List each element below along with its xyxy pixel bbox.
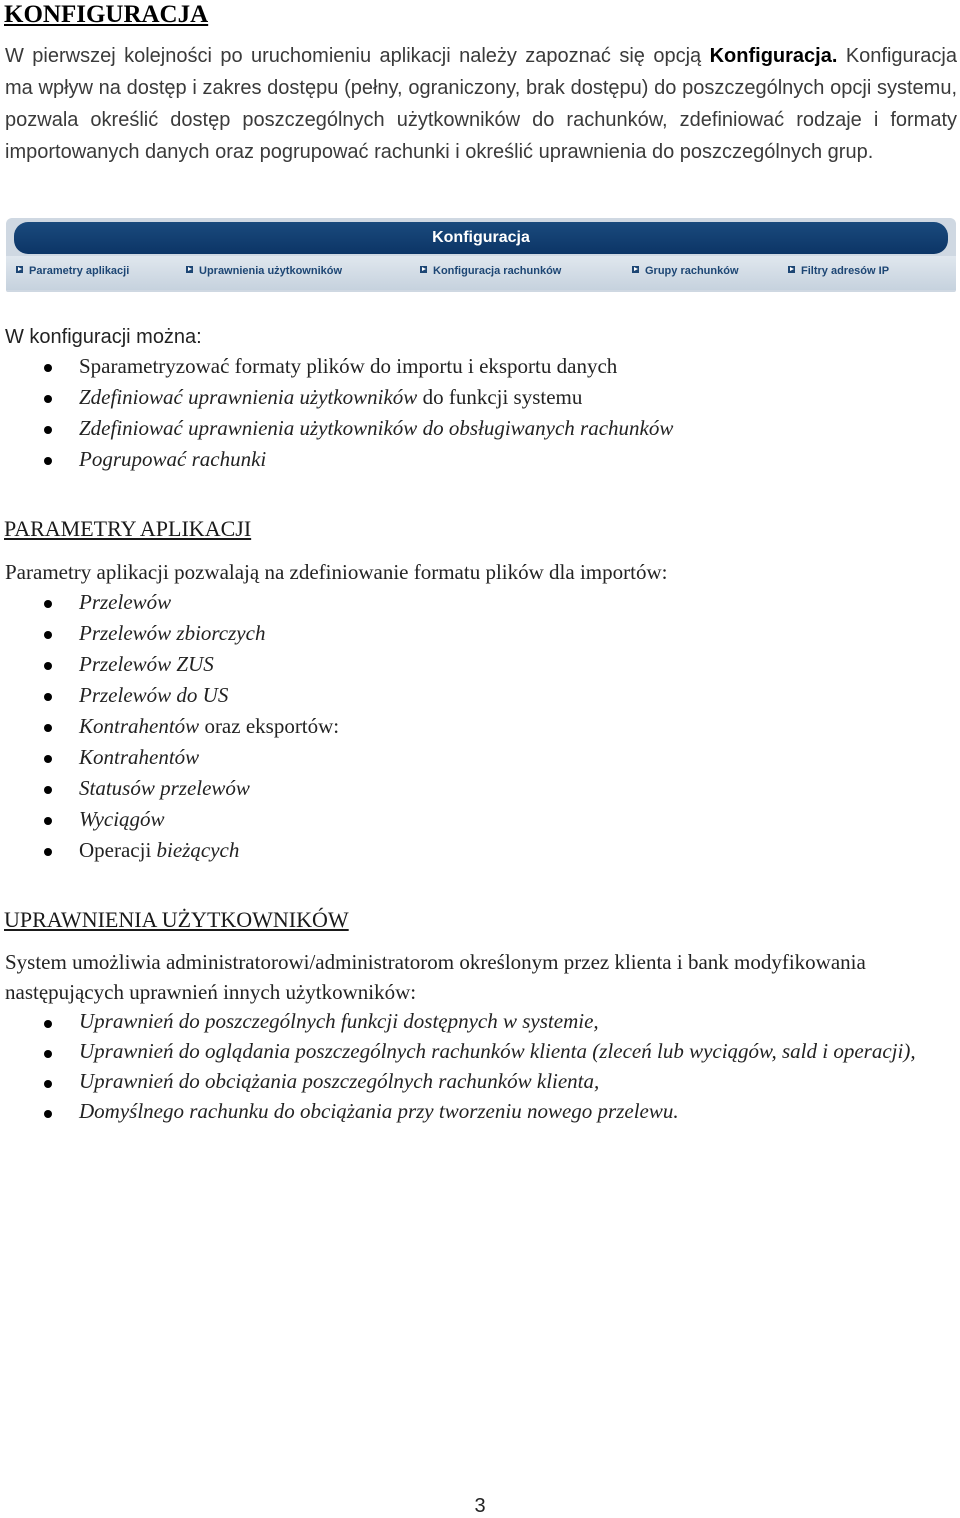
arrow-icon bbox=[788, 266, 795, 273]
list-item: Kontrahentów bbox=[0, 742, 339, 773]
configuration-navbar-screenshot bbox=[6, 218, 956, 292]
params-intro: Parametry aplikacji pozwalają na zdefiniowanie formatu plików dla importów: bbox=[5, 560, 668, 584]
intro-bold-term: Konfiguracja. bbox=[709, 45, 838, 67]
nav-item-parametry-aplikacji[interactable]: Parametry aplikacji bbox=[16, 264, 129, 278]
list-item: Statusów przelewów bbox=[0, 773, 339, 804]
nav-item-filtry-adresow-ip[interactable]: Filtry adresów IP bbox=[788, 264, 889, 278]
list-item: Przelewów do US bbox=[0, 680, 339, 711]
config-list bbox=[0, 351, 673, 475]
intro-text-rest: Konfiguracja ma wpływ na dostęp i zakres dostępu (pełny, ograniczony, brak dostępu) do poszczególnych opcji systemu, pozwala określić dostęp poszczególnych użytkowników do rachunków, zdefiniować rodzaje i formaty importowanych danych oraz pogrupować rachunki i określić uprawnienia do poszczególnych grup. bbox=[5, 45, 957, 163]
section-heading-parametry: PARAMETRY APLIKACJI bbox=[4, 516, 252, 541]
list-item: Przelewów bbox=[0, 587, 339, 618]
list-item: Uprawnień do poszczególnych funkcji dostępnych w systemie, bbox=[0, 1007, 939, 1037]
list-item: Przelewów zbiorczych bbox=[0, 618, 339, 649]
list-item: Wyciągów bbox=[0, 804, 339, 835]
page-number: 3 bbox=[474, 1495, 486, 1517]
list-item: Zdefiniować uprawnienia użytkowników do funkcji systemu bbox=[0, 382, 673, 413]
list-item: Domyślnego rachunku do obciążania przy tworzeniu nowego przelewu. bbox=[0, 1097, 939, 1127]
nav-item-grupy-rachunkow[interactable]: Grupy rachunków bbox=[632, 264, 739, 278]
intro-paragraph bbox=[5, 40, 957, 168]
users-list bbox=[0, 1007, 939, 1127]
config-intro: W konfiguracji można: bbox=[5, 326, 202, 348]
list-item: Kontrahentów oraz eksportów: bbox=[0, 711, 339, 742]
arrow-icon bbox=[16, 266, 23, 273]
users-intro: System umożliwia administratorowi/administratorom określonym przez klienta i bank modyfikowania następujących uprawnień innych użytkowników: bbox=[5, 950, 866, 1004]
list-item: Sparametryzować formaty plików do importu i eksportu danych bbox=[0, 351, 673, 382]
nav-item-uprawnienia-uzytkownikow[interactable]: Uprawnienia użytkowników bbox=[186, 264, 342, 278]
list-item: Uprawnień do oglądania poszczególnych rachunków klienta (zleceń lub wyciągów, sald i operacji), bbox=[0, 1037, 939, 1067]
arrow-icon bbox=[186, 266, 193, 273]
list-item: Operacji bieżących bbox=[0, 835, 339, 866]
list-item: Zdefiniować uprawnienia użytkowników do obsługiwanych rachunków bbox=[0, 413, 673, 444]
list-item: Uprawnień do obciążania poszczególnych rachunków klienta, bbox=[0, 1067, 939, 1097]
arrow-icon bbox=[420, 266, 427, 273]
navbar-title: Konfiguracja bbox=[432, 229, 530, 246]
intro-text-start: W pierwszej kolejności po uruchomieniu aplikacji należy zapoznać się opcją bbox=[5, 45, 710, 67]
navbar-title-bar bbox=[14, 222, 948, 254]
list-item: Przelewów ZUS bbox=[0, 649, 339, 680]
arrow-icon bbox=[632, 266, 639, 273]
params-list bbox=[0, 587, 339, 866]
page-heading: KONFIGURACJA bbox=[4, 1, 209, 28]
section-heading-uprawnienia: UPRAWNIENIA UŻYTKOWNIKÓW bbox=[4, 907, 349, 932]
list-item: Pogrupować rachunki bbox=[0, 444, 673, 475]
nav-item-konfiguracja-rachunkow[interactable]: Konfiguracja rachunków bbox=[420, 264, 561, 278]
